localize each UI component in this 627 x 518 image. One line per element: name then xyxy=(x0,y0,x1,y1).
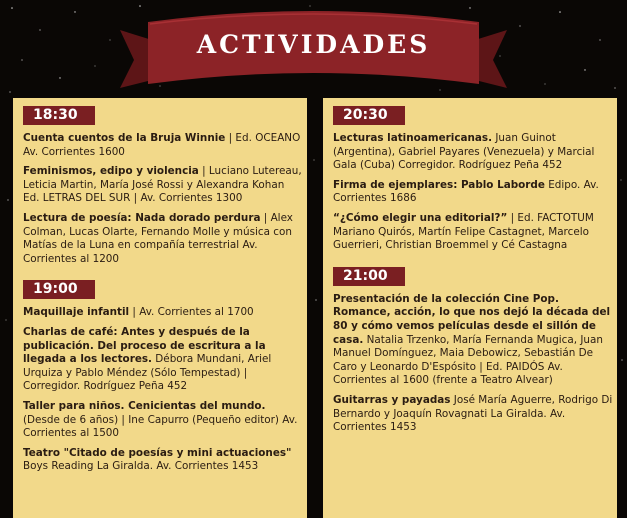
activity-title: Presentación de la colección Cine Pop. Romance, acción, lo que nos dejó la década del 80 y cómo vemos películas desde el sillón de casa. xyxy=(333,292,611,346)
activity-title: Lectura de poesía: Nada dorado perdura xyxy=(23,211,261,224)
time-badge: 18:30 xyxy=(23,106,95,125)
activity-entry xyxy=(333,179,613,206)
schedule-column-left xyxy=(13,98,307,518)
activity-title: Firma de ejemplares: Pablo Laborde xyxy=(333,178,545,191)
activity-title: Cuenta cuentos de la Bruja Winnie xyxy=(23,132,226,144)
activity-title: Guitarras y payadas xyxy=(333,393,451,406)
time-section xyxy=(323,98,617,253)
activity-details: | Ed. FACTOTUM Mariano Quirós, Martín Felipe Castagnet, Marcelo Guerrieri, Christian Broemmel y Cé Castagna xyxy=(333,211,594,252)
activity-entry xyxy=(23,306,303,320)
activity-title: Maquillaje infantil xyxy=(23,306,130,319)
activity-title: “¿Cómo elegir una editorial?” xyxy=(333,211,508,224)
time-badge: 21:00 xyxy=(333,267,405,286)
activity-entry xyxy=(333,293,613,388)
activity-entry xyxy=(333,394,613,435)
time-section xyxy=(13,272,307,474)
activity-title: Feminismos, edipo y violencia xyxy=(23,165,199,178)
activity-title: Taller para niños. Cenicientas del mundo. xyxy=(23,399,266,412)
activity-details: | Av. Corrientes al 1700 xyxy=(129,306,254,319)
activity-details: Boys Reading La Giralda. Av. Corrientes 1453 xyxy=(23,460,259,473)
activity-details: | Ed. OCEANO Av. Corrientes 1600 xyxy=(23,132,301,158)
activity-entry xyxy=(23,400,303,441)
activity-entry xyxy=(23,447,303,474)
time-badge: 19:00 xyxy=(23,280,95,299)
activity-entry xyxy=(23,326,303,394)
activity-title: Teatro "Citado de poesías y mini actuaciones" xyxy=(23,446,292,459)
time-badge: 20:30 xyxy=(333,106,405,125)
activity-entry xyxy=(23,132,303,159)
time-section xyxy=(13,98,307,266)
activity-details: | Alex Colman, Lucas Olarte, Fernando Molle y música con Matías de la Luna en compañía terrestrial Av. Corrientes al 1200 xyxy=(23,211,293,265)
activity-details: (Desde de 6 años) | Ine Capurro (Pequeño editor) Av. Corrientes al 1500 xyxy=(23,413,298,440)
schedule-column-right xyxy=(323,98,617,518)
activity-entry xyxy=(333,132,613,173)
activity-entry xyxy=(23,212,303,266)
activity-entry xyxy=(23,165,303,206)
banner-title: ACTIVIDADES xyxy=(196,30,431,59)
activity-details: Débora Mundani, Ariel Urquiza y Pablo Méndez (Sólo Tempestad) | Corregidor. Rodríguez Peña 452 xyxy=(23,353,272,393)
time-section xyxy=(323,259,617,435)
activity-details: | Luciano Lutereau, Leticia Martin, María José Rossi y Alexandra Kohan Ed. LETRAS DEL SUR | Av. Corrientes 1300 xyxy=(23,165,302,205)
activity-details: Juan Guinot (Argentina), Gabriel Payares (Venezuela) y Marcial Gala (Cuba) Corregidor. Rodríguez Peña 452 xyxy=(333,132,595,172)
activity-details: José María Aguerre, Rodrigo Di Bernardo y Joaquín Rovagnati La Giralda. Av. Corrientes 1453 xyxy=(333,393,613,434)
activity-details: Natalia Trzenko, María Fernanda Mugica, Juan Manuel Domínguez, Maia Debowicz, Sebastián De Caro y Leonardo D'Espósito | Ed. PAIDÓS Av. Corrientes al 1600 (frente a Teatro Alvear) xyxy=(333,333,603,387)
activity-title: Lecturas latinoamericanas. xyxy=(333,132,493,144)
activity-entry xyxy=(333,212,613,253)
activity-details: Edipo. Av. Corrientes 1686 xyxy=(333,178,599,205)
activity-title: Charlas de café: Antes y después de la publicación. Del proceso de escritura a la llegada a los lectores. xyxy=(23,325,266,366)
